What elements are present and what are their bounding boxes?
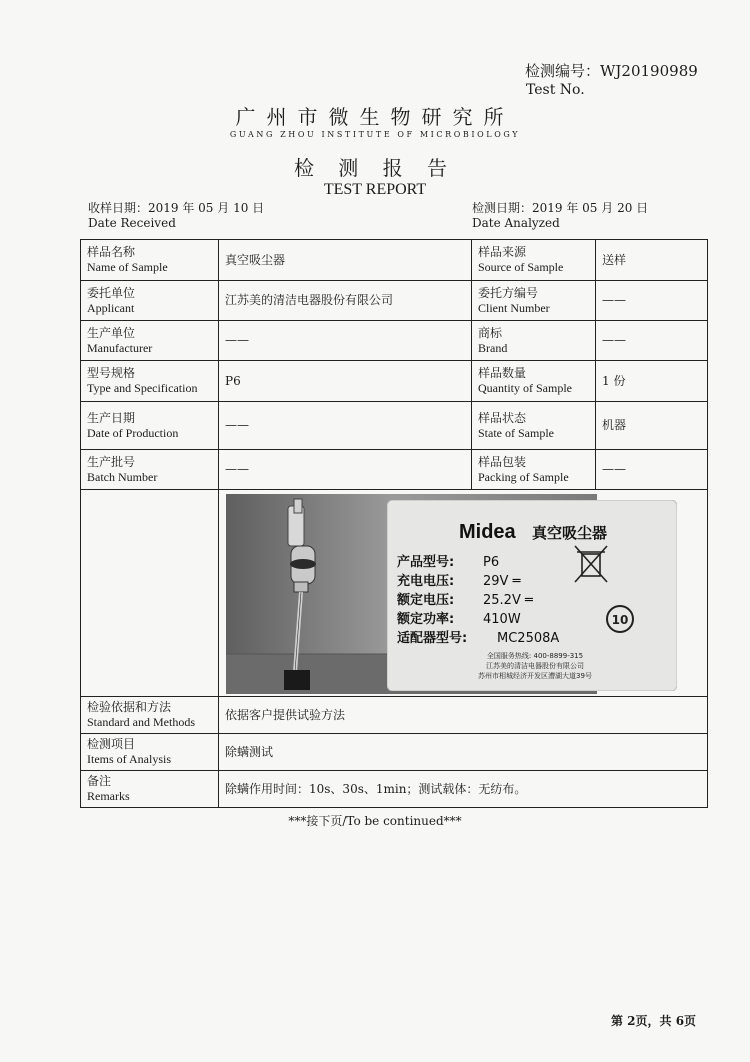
sample-photo-cell (219, 490, 708, 697)
table-row (81, 361, 708, 402)
label-adapter-key: 适配器型号: (397, 630, 468, 646)
label-cn: 样品数量 (478, 366, 527, 380)
label-en: Items of Analysis (87, 752, 171, 766)
svg-text:Midea (459, 521, 517, 543)
field-value: 送样 (596, 240, 708, 281)
institute-name-en: GUANG ZHOU INSTITUTE OF MICROBIOLOGY (229, 130, 521, 139)
table-row (81, 734, 708, 771)
field-label (81, 321, 219, 361)
label-en: Client Number (478, 300, 550, 315)
field-value: 依据客户提供试验方法 (219, 697, 708, 734)
field-value: 机器 (596, 402, 708, 450)
label-cn: 样品状态 (478, 410, 527, 425)
field-value: 除螨测试 (219, 734, 708, 771)
report-title: 检 测 报 告 (293, 156, 457, 180)
institute-name: 广州市微生物研究所 (235, 105, 515, 129)
label-product-text: 真空吸尘器 (532, 523, 608, 542)
field-label (472, 361, 596, 402)
field-label (472, 240, 596, 281)
label-power-value: 410W (483, 611, 521, 627)
label-adapter-value: MC2508A (497, 630, 560, 646)
label-cn: 生产批号 (87, 454, 136, 469)
report-table (80, 239, 708, 808)
label-en: Batch Number (87, 469, 158, 484)
label-en: Quantity of Sample (478, 381, 572, 395)
label-cn: 委托单位 (87, 285, 136, 300)
date-analyzed (472, 201, 648, 231)
field-value: 真空吸尘器 (219, 240, 472, 281)
field-value: 除螨作用时间：10s、30s、1min；测试载体：无纺布。 (219, 771, 708, 808)
field-value: —— (219, 402, 472, 450)
photo-row-label (81, 490, 219, 697)
label-en: State of Sample (478, 425, 554, 440)
label-cn: 生产日期 (87, 410, 136, 425)
field-label (81, 361, 219, 402)
field-label (81, 240, 219, 281)
label-model-value: P6 (483, 554, 500, 570)
label-en: Standard and Methods (87, 715, 195, 729)
svg-text:10: 10 (611, 612, 629, 627)
label-en: Brand (478, 340, 508, 355)
label-company: 江苏美的清洁电器股份有限公司 (486, 661, 584, 670)
field-label (472, 281, 596, 321)
label-en: Remarks (87, 789, 130, 803)
field-value: P6 (219, 361, 472, 402)
field-value: 江苏美的清洁电器股份有限公司 (219, 281, 472, 321)
label-en: Applicant (87, 300, 135, 315)
label-brand-text: Midea (459, 520, 516, 543)
info-rows (81, 240, 708, 808)
label-power-key: 额定功率: (397, 611, 455, 627)
field-label (81, 450, 219, 490)
label-cn: 检测项目 (87, 737, 136, 751)
label-en: Packing of Sample (478, 469, 569, 484)
field-value: —— (219, 321, 472, 361)
label-en: Manufacturer (87, 340, 153, 355)
report-title-en: TEST REPORT (323, 181, 427, 198)
label-en: Type and Specification (87, 381, 198, 395)
label-cn: 备注 (87, 774, 112, 788)
table-row (81, 450, 708, 490)
page-number: 第 2页，共 6页 (611, 1014, 697, 1028)
field-label (81, 771, 219, 808)
photo-row (81, 490, 708, 697)
label-cn: 样品名称 (87, 245, 136, 259)
label-en: Source of Sample (478, 260, 564, 274)
table-row (81, 771, 708, 808)
label-charge-key: 充电电压: (397, 573, 455, 589)
label-cn: 样品包装 (478, 454, 527, 469)
date-received-cn: 收样日期：2019 年 05 月 10 日 (88, 201, 265, 215)
label-rated-voltage-value: 25.2V ═ (483, 592, 533, 608)
field-label (472, 321, 596, 361)
product-label-photo (387, 500, 677, 691)
field-label (81, 402, 219, 450)
label-rated-voltage-key: 额定电压: (397, 592, 455, 608)
field-label (81, 697, 219, 734)
table-row (81, 697, 708, 734)
label-cn: 样品来源 (478, 245, 527, 259)
table-row (81, 281, 708, 321)
test-number: 检测编号：WJ20190989 (525, 62, 698, 80)
label-cn: 委托方编号 (478, 285, 539, 300)
date-analyzed-cn: 检测日期：2019 年 05 月 20 日 (472, 201, 649, 215)
field-label (81, 734, 219, 771)
date-analyzed-en: Date Analyzed (472, 216, 560, 230)
field-value: —— (219, 450, 472, 490)
label-en: Name of Sample (87, 260, 168, 274)
field-label (472, 402, 596, 450)
field-value: 1 份 (596, 361, 708, 402)
table-row (81, 240, 708, 281)
test-number-en: Test No. (526, 82, 585, 98)
field-label (472, 450, 596, 490)
date-received-en: Date Received (88, 216, 176, 230)
field-value: —— (596, 450, 708, 490)
date-received (88, 201, 264, 231)
label-cn: 商标 (478, 325, 503, 340)
label-charge-value: 29V ═ (483, 573, 521, 589)
label-en: Date of Production (87, 425, 179, 440)
continued-note: ***接下页/To be continued*** (288, 814, 462, 828)
label-cn: 检验依据和方法 (87, 700, 172, 714)
field-label (81, 281, 219, 321)
table-row (81, 321, 708, 361)
field-value: —— (596, 281, 708, 321)
table-row (81, 402, 708, 450)
label-address: 苏州市相城经济开发区漕湖大道39号 (478, 671, 592, 680)
label-cn: 型号规格 (87, 366, 136, 380)
label-model-key: 产品型号: (397, 554, 455, 570)
label-hotline: 全国服务热线: 400-8899-315 (486, 651, 584, 660)
label-cn: 生产单位 (87, 325, 136, 340)
field-value: —— (596, 321, 708, 361)
